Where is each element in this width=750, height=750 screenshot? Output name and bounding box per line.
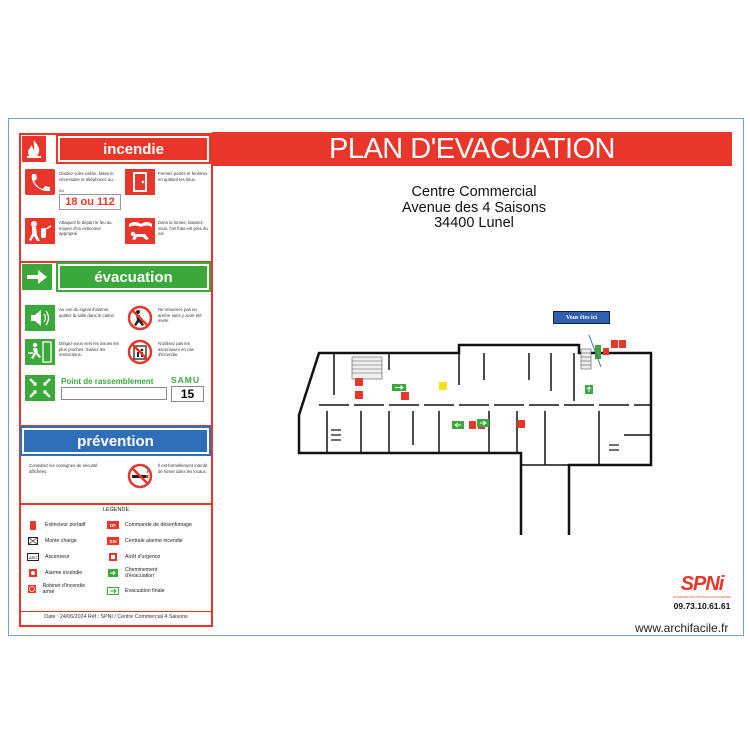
brand-name: SPNi [680,573,724,595]
you-are-here-label: Vous êtes ici [565,314,598,321]
prevention-section [19,425,213,505]
incendie-section [19,133,213,267]
assembly-point-label: Point de rassemblement [61,377,154,386]
crawl-smoke-icon [125,218,155,244]
emergency-number-box [59,194,121,210]
fire-alarm-marker [603,348,609,355]
no-elevator-icon [125,339,155,365]
fire-hose-icon [27,585,37,593]
evacuation-banner [58,264,209,290]
smoke-control-tag: DF [107,521,119,529]
evacuation-text-2: Ne retournez pas en arrière sans y avoir été invité. [158,307,202,324]
incendie-title: incendie [103,140,164,158]
address-line-3: 34400 Lunel [434,215,514,231]
exit-runner-icon [25,339,55,365]
no-smoking-icon [125,463,155,489]
evacuation-section [19,261,213,428]
samu-number-box [171,386,204,402]
elevator-icon [27,553,39,561]
legend-item-freight-elevator: Monte charge [27,537,77,545]
page-title: PLAN D'EVACUATION [328,132,616,165]
phone-or-label: ou [59,188,64,193]
small-stairs-icon [331,430,619,450]
extinguisher-marker [469,421,476,429]
svg-text:ASC: ASC [29,555,38,560]
legend-item-extinguisher: Extincteur portatif [27,521,85,529]
samu-number: 15 [180,387,195,401]
fire-alarm-icon [27,569,39,577]
exit-arrow-box [22,264,52,290]
brand-logo [667,573,737,611]
title-banner [212,132,732,166]
prevention-banner [22,428,209,454]
evacuation-plan-document [8,118,744,636]
prevention-title: prévention [77,432,154,450]
evacuation-text-1: Au son du signal d'alarme, quittez la salle dans le calme. [59,307,116,318]
evacuation-markers [392,345,601,429]
incendie-text-1: Gardez votre calme, faites le nécessaire et téléphonez au : [59,171,116,182]
floor-plan [289,305,659,535]
legend-item-emergency-stop: Arrêt d'urgence [107,553,160,561]
assembly-point-icon [25,375,55,401]
address-block [369,185,579,232]
address-line-1: Centre Commercial [411,184,537,200]
instructions-sidebar [19,133,211,623]
evacuation-text-3: Dirigez-vous vers les issues les plus proches. Suivez les instructions. [59,341,119,358]
incendie-text-2: Fermez portes et fenêtres en quittant les lieux. [158,171,208,182]
warning-sign-marker [439,382,447,390]
brand-phone: 09.73.10.61.61 [673,601,731,611]
incendie-banner [58,136,209,162]
extinguisher-icon [27,521,39,529]
brand-tagline: INTERVENTION PROTECTION INCENDIE [673,595,731,599]
legend-item-alarm-central: SSI Centrale alarme incendie [107,537,183,545]
evacuation-title: évacuation [94,268,173,286]
prevention-text-1: Consultez les consignes de sécurité affichées. [29,463,98,474]
freight-elevator-icon [27,537,39,545]
prevention-text-2: Il est formellement interdit de fumer dans les locaux. [158,463,208,474]
legend-item-evacuation-path: Cheminement d'évacuation [107,567,185,579]
legend-title: LEGENDE [102,507,130,513]
extinguisher-marker [355,391,363,399]
phone-icon [25,169,55,195]
extinguisher-marker [355,378,363,386]
address-line-2: Avenue des 4 Saisons [401,199,547,216]
incendie-text-3: Attaquez le départ le feu au moyen d'un extincteur approprié. [59,220,112,237]
fire-symbol-box [22,136,46,162]
legend-item-elevator: ASC Ascenseur [29,554,70,560]
extinguisher-marker [611,340,618,348]
emergency-numbers: 18 ou 112 [65,196,115,208]
final-exit-icon [107,587,119,595]
legend-item-fire-alarm: Alarme incendie [27,569,82,577]
footer-reference: Date : 24/06/2024 Réf : SPNI / Centre Commercial 4 Saisons [21,611,211,620]
legend-item-fire-hose: Robinet d'incendie armé [27,583,87,595]
fire-alarm-marker [517,420,525,428]
extinguisher-person-icon [25,218,55,244]
legend-item-smoke-control: DF Commande de désenfumage [107,521,192,529]
alarm-speaker-icon [25,305,55,331]
evacuation-arrow-icon [107,569,119,577]
samu-label: SAMU [171,375,201,385]
assembly-point-field [61,387,167,400]
closed-door-icon [125,169,155,195]
evacuation-text-4: N'utilisez pas les ascenseurs en cas d'incendie. [158,341,194,358]
website-link[interactable]: www.archifacile.fr [635,621,729,635]
no-return-icon [125,305,155,331]
alarm-central-tag: SSI [107,537,119,545]
incendie-text-4: Dans la fumée, baissez-vous, l'air frais est près du sol. [158,220,208,237]
emergency-stop-icon [107,553,119,561]
fire-alarm-marker [401,392,409,400]
fire-icon [25,139,43,159]
legend-item-final-exit: Evacuation finale [107,587,165,595]
legend-section [19,503,213,627]
you-are-here-badge [553,311,610,324]
extinguisher-marker [619,340,626,348]
right-arrow-icon [26,269,48,285]
